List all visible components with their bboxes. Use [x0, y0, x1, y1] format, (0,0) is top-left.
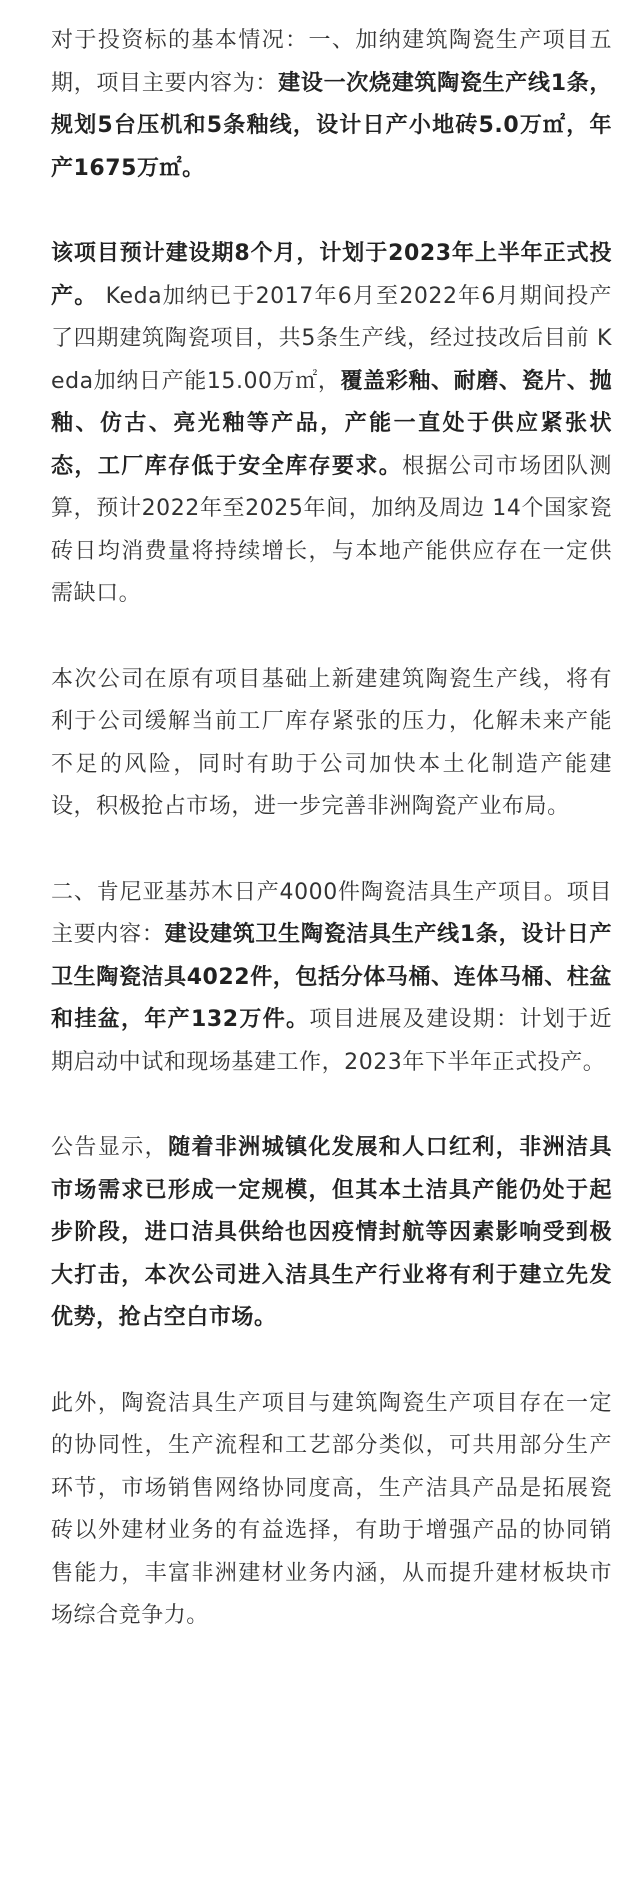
text-segment: 此外，陶瓷洁具生产项目与建筑陶瓷生产项目存在一定的协同性，生产流程和工艺部分类似，可共用部分生产环节，市场销售网络协同度高，生产洁具产品是拓展瓷砖以外建材业务的有益选择，有助于增强产品的协同销售能力，丰富非洲建材业务内涵，从而提升建材板块市场综合竞争力。: [51, 1390, 612, 1628]
text-segment: 公告显示，: [51, 1135, 169, 1160]
paragraph-kenya-project: [51, 872, 612, 1085]
bold-text-segment: 覆盖彩釉、耐磨、瓷片、抛釉、仿古、亮光釉等产品，产能一直处于供应紧张状态，工厂库存低于安全库存要求。: [51, 368, 612, 479]
paragraph-ghana-project: [51, 20, 612, 190]
paragraph-ghana-schedule: [51, 233, 612, 616]
text-segment: 项目进展及建设期：计划于近期启动中试和现场基建工作，2023年下半年正式投产。: [51, 1007, 613, 1075]
bold-text-segment: 该项目预计建设期8个月，计划于2023年上半年正式投产。: [51, 241, 612, 309]
text-segment: 对于投资标的基本情况：一、加纳建筑陶瓷生产项目五期，项目主要内容为：: [51, 28, 612, 96]
text-segment: 本次公司在原有项目基础上新建建筑陶瓷生产线，将有利于公司缓解当前工厂库存紧张的压力，化解未来产能不足的风险，同时有助于公司加快本土化制造产能建设，积极抢占市场，进一步完善非洲陶瓷产业布局。: [51, 666, 612, 819]
text-segment: 根据公司市场团队测算，预计2022年至2025年间，加纳及周边 14个国家瓷砖日均消费量将持续增长，与本地产能供应存在一定供需缺口。: [51, 453, 612, 606]
paragraph-ghana-benefit: [51, 659, 612, 829]
text-segment: 二、肯尼亚基苏木日产4000件陶瓷洁具生产项目。项目主要内容：: [51, 879, 612, 947]
paragraph-announcement: [51, 1127, 612, 1340]
text-segment: Keda加纳已于2017年6月至2022年6月期间投产了四期建筑陶瓷项目，共5条生产线，经过技改后目前 Keda加纳日产能15.00万㎡，: [51, 283, 612, 394]
bold-text-segment: 随着非洲城镇化发展和人口红利，非洲洁具市场需求已形成一定规模，但其本土洁具产能仍处于起步阶段，进口洁具供给也因疫情封航等因素影响受到极大打击，本次公司进入洁具生产行业将有利于建立先发优势，抢占空白市场。: [51, 1135, 612, 1330]
paragraph-synergy: [51, 1383, 612, 1638]
bold-text-segment: 建设建筑卫生陶瓷洁具生产线1条，设计日产卫生陶瓷洁具4022件，包括分体马桶、连体马桶、柱盆和挂盆，年产132万件。: [51, 922, 612, 1032]
bold-text-segment: 建设一次烧建筑陶瓷生产线1条，规划5台压机和5条釉线，设计日产小地砖5.0万㎡，年产1675万㎡。: [51, 70, 612, 181]
